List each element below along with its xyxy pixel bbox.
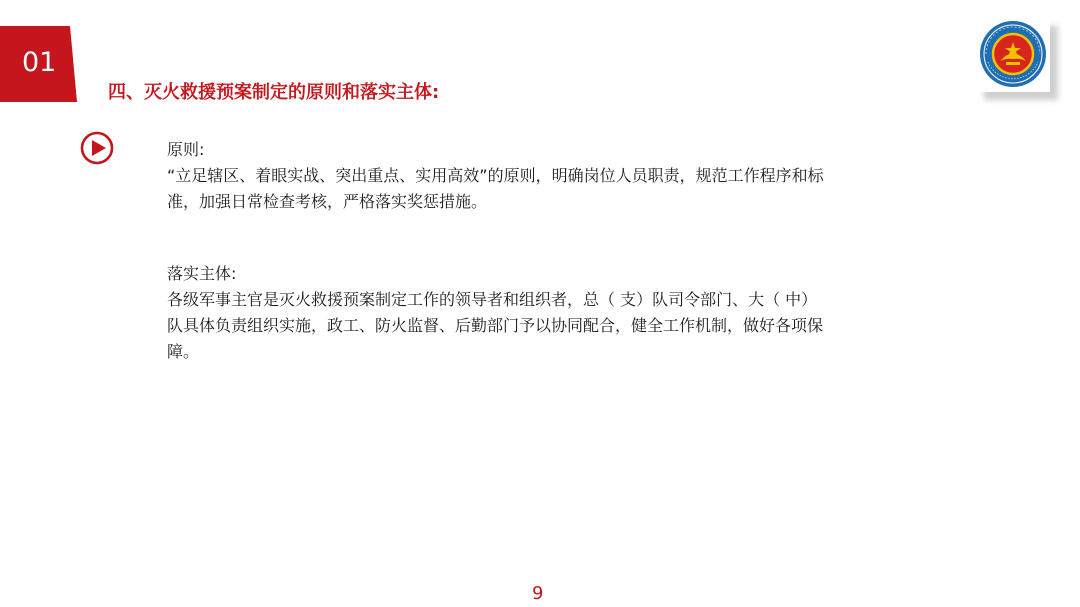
logo-card [976, 18, 1050, 92]
fire-rescue-emblem-icon [976, 18, 1050, 92]
section-title: 四、灭火救援预案制定的原则和落实主体: [108, 82, 440, 103]
subject-block [167, 261, 827, 365]
principle-label: 原则: [167, 140, 205, 159]
play-bullet-svg [80, 131, 114, 165]
slide-number: 01 [22, 47, 57, 78]
play-icon [80, 131, 114, 165]
logo [976, 18, 1050, 92]
subject-text: 各级军事主官是灭火救援预案制定工作的领导者和组织者，总（ 支）队司令部门、大（ 中）队具体负责组织实施，政工、防火监督、后勤部门予以协同配合，健全工作机制，做好各项保障。 [167, 290, 824, 361]
principle-block [167, 137, 827, 215]
principle-text: “立足辖区、着眼实战、突出重点、实用高效”的原则，明确岗位人员职责，规范工作程序和标准，加强日常检查考核，严格落实奖惩措施。 [167, 166, 824, 211]
subject-label: 落实主体: [167, 264, 237, 283]
page-number: 9 [532, 583, 544, 604]
